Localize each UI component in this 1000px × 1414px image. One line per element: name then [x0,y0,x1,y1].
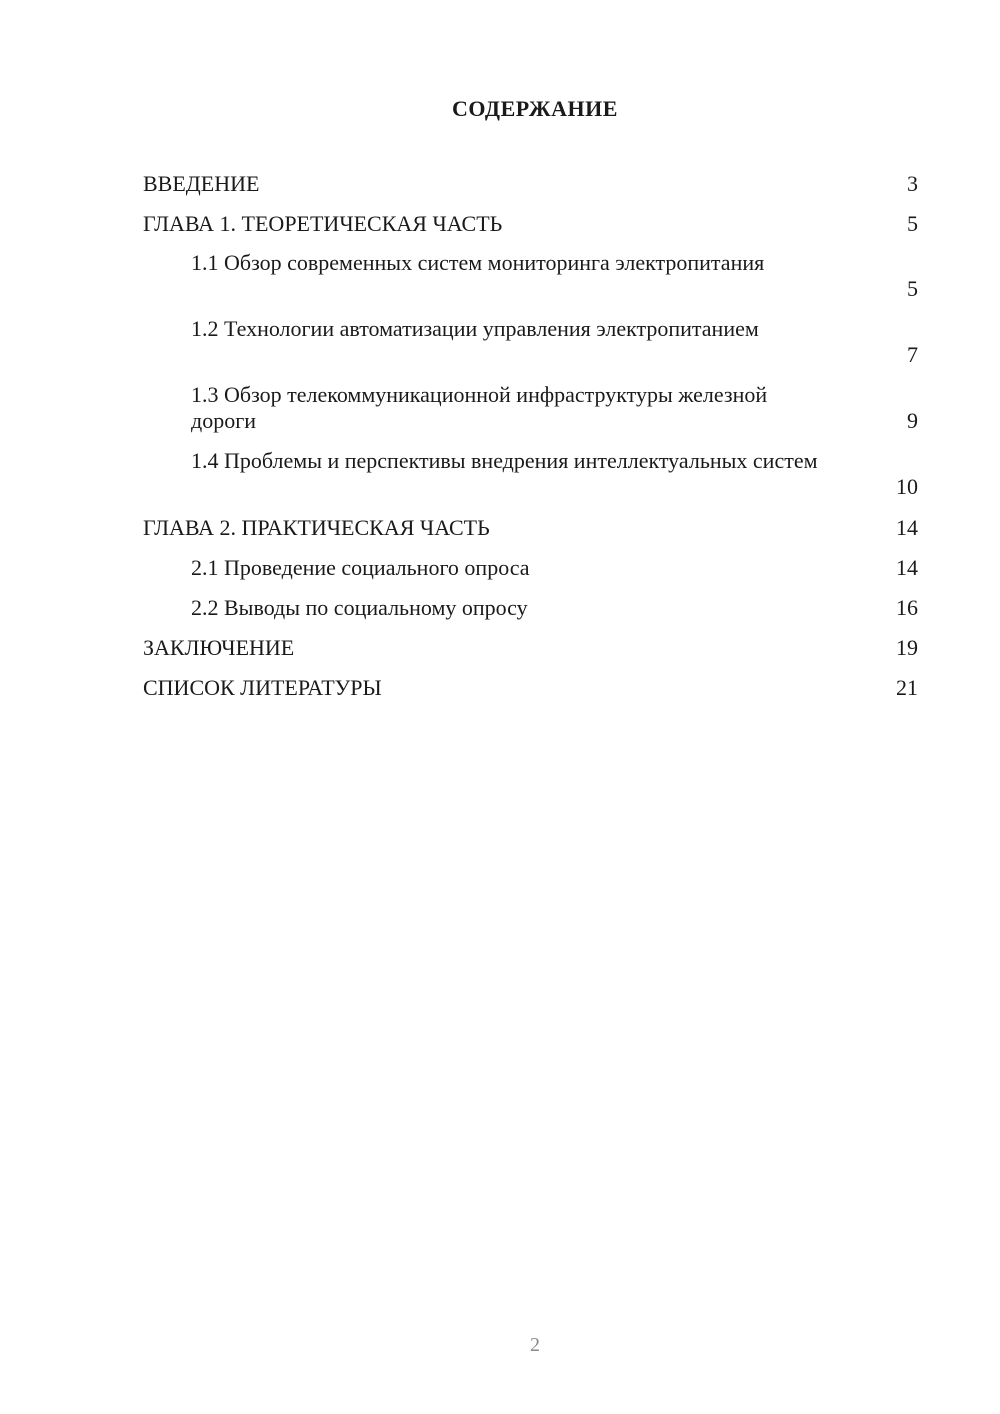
toc-entry-text: ВВЕДЕНИЕ [143,171,260,196]
toc-entry-section-1-1[interactable] [143,248,918,314]
toc-entry-introduction[interactable] [143,168,918,208]
toc-entry-page: 7 [907,342,918,367]
page-number: 2 [530,1334,540,1356]
toc-entry-text: 1.4 Проблемы и перспективы внедрения интеллектуальных систем [191,448,818,473]
toc-entry-text: ЗАКЛЮЧЕНИЕ [143,635,295,660]
toc-entry-page: 16 [896,595,918,620]
toc-entry-page: 14 [896,555,918,580]
toc-entry-text: СПИСОК ЛИТЕРАТУРЫ [143,675,382,700]
toc-entry-text: 2.1 Проведение социального опроса [191,555,530,580]
toc-entry-page: 10 [896,474,918,499]
toc-entry-text: 1.3 Обзор телекоммуникационной инфраструктуры железной дороги [191,382,768,433]
toc-entry-references[interactable] [143,672,918,712]
toc-entry-section-1-2[interactable] [143,314,918,380]
toc-entry-page: 5 [907,211,918,236]
toc-entry-text: 2.2 Выводы по социальному опросу [191,595,528,620]
table-of-contents [143,168,918,712]
toc-title: СОДЕРЖАНИЕ [452,96,618,121]
toc-entry-conclusion[interactable] [143,632,918,672]
toc-entry-chapter-1[interactable] [143,208,918,248]
toc-entry-text: ГЛАВА 2. ПРАКТИЧЕСКАЯ ЧАСТЬ [143,515,490,540]
toc-entry-text: 1.1 Обзор современных систем мониторинга электропитания [191,250,765,275]
toc-entry-text: ГЛАВА 1. ТЕОРЕТИЧЕСКАЯ ЧАСТЬ [143,211,503,236]
toc-entry-page: 21 [896,675,918,700]
toc-entry-section-1-4[interactable] [143,446,918,512]
toc-entry-page: 14 [896,515,918,540]
toc-entry-page: 9 [907,408,918,433]
toc-entry-page: 5 [907,276,918,301]
toc-entry-section-1-3[interactable] [143,380,918,446]
toc-entry-text: 1.2 Технологии автоматизации управления электропитанием [191,316,759,341]
toc-entry-section-2-1[interactable] [143,552,918,592]
toc-entry-page: 19 [896,635,918,660]
toc-entry-chapter-2[interactable] [143,512,918,552]
toc-entry-section-2-2[interactable] [143,592,918,632]
toc-entry-page: 3 [907,171,918,196]
